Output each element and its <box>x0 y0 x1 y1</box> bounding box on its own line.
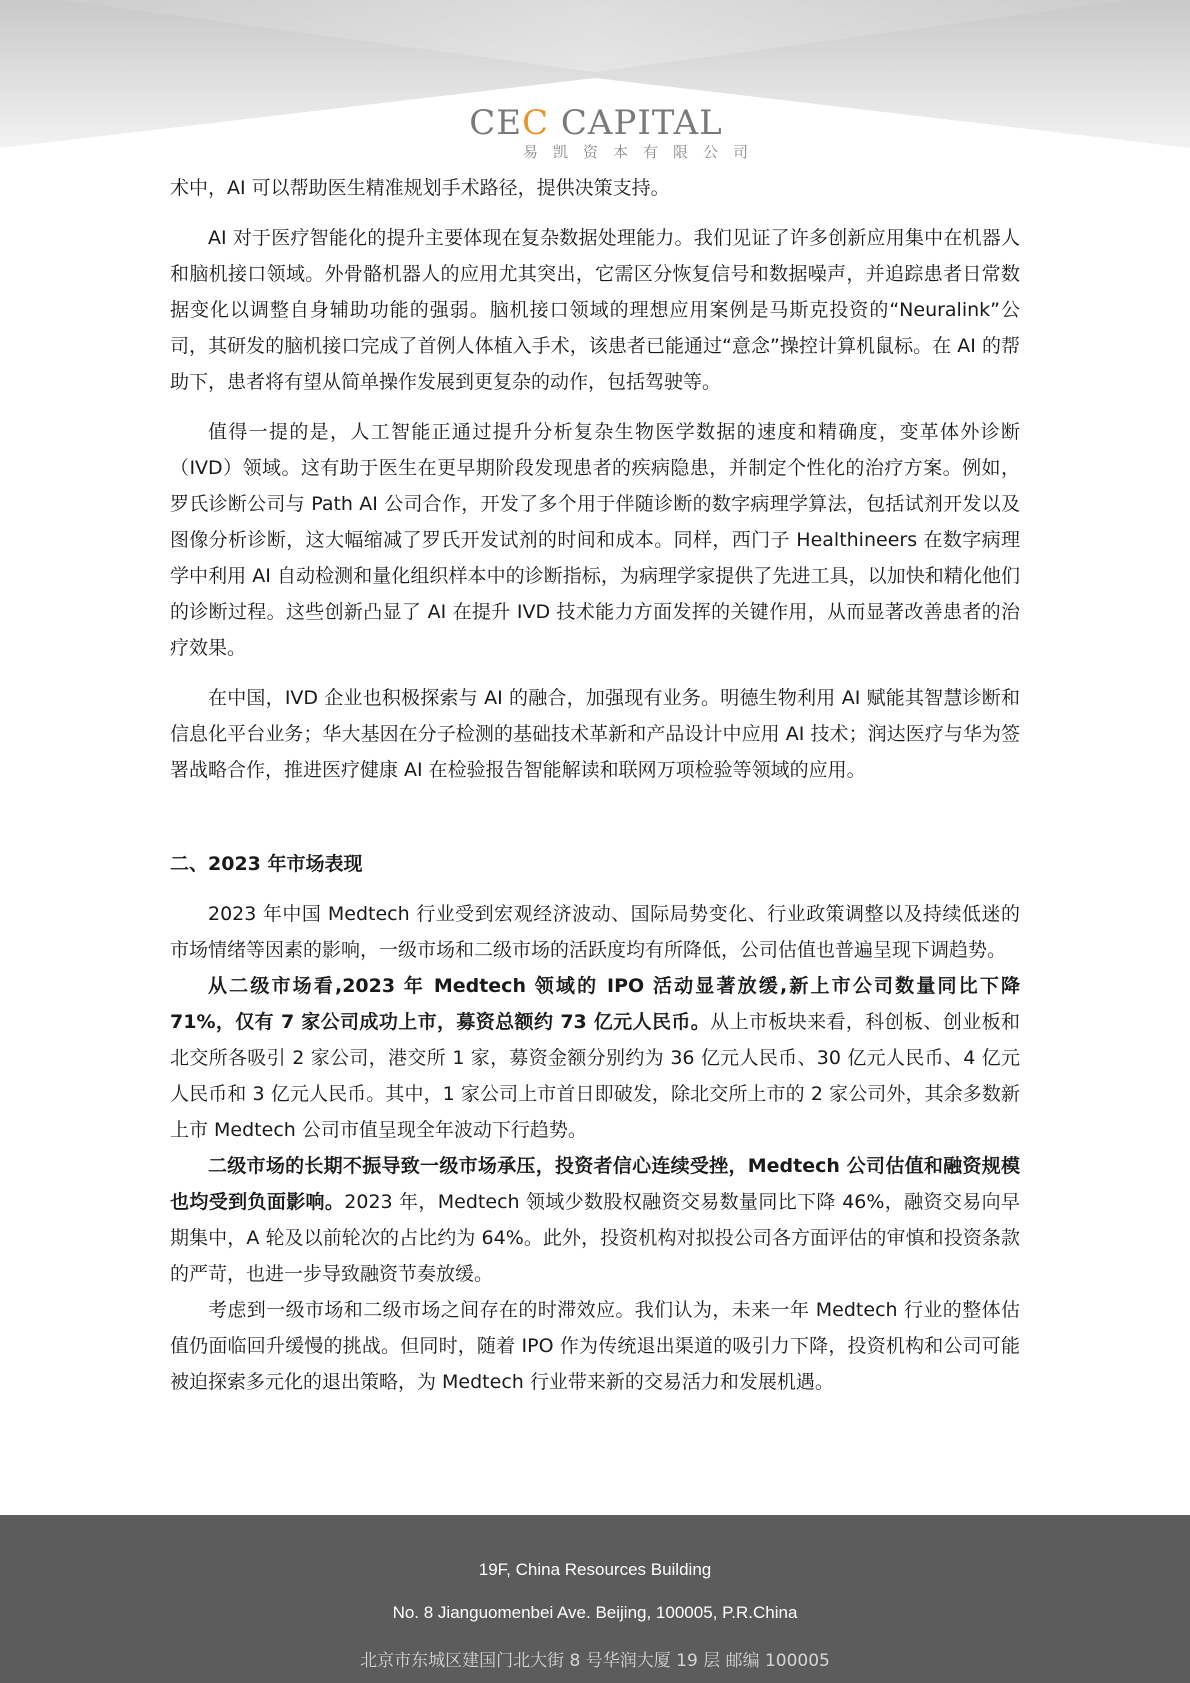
company-logo <box>0 104 1190 162</box>
page-footer <box>0 1515 1190 1683</box>
paragraph-ai-medical-intelligence: AI 对于医疗智能化的提升主要体现在复杂数据处理能力。我们见证了许多创新应用集中在机器人和脑机接口领域。外骨骼机器人的应用尤其突出，它需区分恢复信号和数据噪声，并追踪患者日常数据变化以调整自身辅助功能的强弱。脑机接口领域的理想应用案例是马斯克投资的“Neuralink”公司，其研发的脑机接口完成了首例人体植入手术，该患者已能通过“意念”操控计算机鼠标。在 AI 的帮助下，患者将有望从简单操作发展到更复杂的动作，包括驾驶等。 <box>170 227 1020 393</box>
footer-address-line3 <box>0 1645 1190 1671</box>
paragraph-china-ivd: 在中国，IVD 企业也积极探索与 AI 的融合，加强现有业务。明德生物利用 AI 赋能其智慧诊断和信息化平台业务；华大基因在分子检测的基础技术革新和产品设计中应用 AI 技术；润达医疗与华为签署战略合作，推进医疗健康 AI 在检验报告智能解读和联网万项检验等领域的应用。 <box>170 687 1020 781</box>
paragraph-primary-market <box>170 1148 1020 1292</box>
section-heading-2023-market: 二、2023 年市场表现 <box>170 853 363 875</box>
logo-title-part1: CE <box>469 103 523 143</box>
footer-address-line2: No. 8 Jianguomenbei Ave. Beijing, 100005, P.R.China <box>392 1603 798 1622</box>
footer-address-chinese: 北京市东城区建国门北大街 8 号华润大厦 19 层 邮编 100005 <box>360 1651 830 1671</box>
page-header <box>0 0 1190 172</box>
paragraph-secondary-market-detail: 从上市板块来看，科创板、创业板和北交所各吸引 2 家公司，港交所 1 家，募资金额分别约为 36 亿元人民币、30 亿元人民币、4 亿元人民币和 3 亿元人民币。其中，1 家公司上市首日即破发，除北交所上市的 2 家公司外，其余多数新上市 Medtech 公司市值呈现全年波动下行趋势。 <box>170 1011 1020 1141</box>
document-body <box>170 170 1020 1400</box>
paragraph-primary-market-detail: 2023 年，Medtech 领域少数股权融资交易数量同比下降 46%，融资交易向早期集中，A 轮及以前轮次的占比约为 64%。此外，投资机构对拟投公司各方面评估的审慎和投资条款的严苛，也进一步导致融资节奏放缓。 <box>170 1191 1020 1285</box>
paragraph-secondary-market <box>170 968 1020 1148</box>
footer-address-line1: 19F, China Resources Building <box>478 1560 712 1579</box>
logo-title <box>0 104 1190 142</box>
paragraph-secondary-market-lead: 从二级市场看,2023 年 Medtech 领域的 IPO 活动显著放缓,新上市公司数量同比下降 71%，仅有 7 家公司成功上市，募资总额约 73 亿元人民币。 <box>170 975 1020 1033</box>
logo-subtitle: 易凯资本有限公司 <box>522 143 763 161</box>
paragraph-ivd-ai: 值得一提的是，人工智能正通过提升分析复杂生物医学数据的速度和精确度，变革体外诊断（IVD）领域。这有助于医生在更早期阶段发现患者的疾病隐患，并制定个性化的治疗方案。例如，罗氏诊断公司与 Path AI 公司合作，开发了多个用于伴随诊断的数字病理学算法，包括试剂开发以及图像分析诊断，这大幅缩减了罗氏开发试剂的时间和成本。同样，西门子 Healthineers 在数字病理学中利用 AI 自动检测和量化组织样本中的诊断指标，为病理学家提供了先进工具，以加快和精化他们的诊断过程。这些创新凸显了 AI 在提升 IVD 技术能力方面发挥的关键作用，从而显著改善患者的治疗效果。 <box>170 421 1020 659</box>
logo-title-part2: CAPITAL <box>549 103 723 143</box>
logo-title-accent-letter: C <box>522 103 550 143</box>
paragraph-outlook: 考虑到一级市场和二级市场之间存在的时滞效应。我们认为，未来一年 Medtech 行业的整体估值仍面临回升缓慢的挑战。但同时，随着 IPO 作为传统退出渠道的吸引力下降，投资机构和公司可能被迫探索多元化的退出策略，为 Medtech 行业带来新的交易活力和发展机遇。 <box>170 1299 1020 1393</box>
paragraph-continuation: 术中，AI 可以帮助医生精准规划手术路径，提供决策支持。 <box>170 177 670 199</box>
paragraph-market-overview: 2023 年中国 Medtech 行业受到宏观经济波动、国际局势变化、行业政策调整以及持续低迷的市场情绪等因素的影响，一级市场和二级市场的活跃度均有所降低，公司估值也普遍呈现下调趋势。 <box>170 903 1020 961</box>
paragraph-primary-market-lead: 二级市场的长期不振导致一级市场承压，投资者信心连续受挫，Medtech 公司估值和融资规模也均受到负面影响。 <box>170 1155 1020 1213</box>
